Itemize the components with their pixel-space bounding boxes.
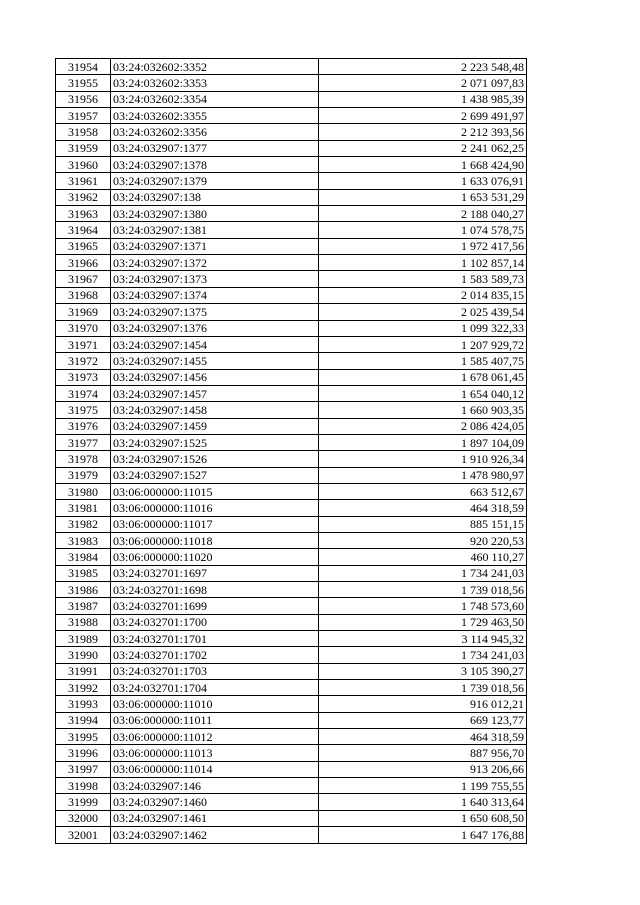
cadastral-number-cell: 03:24:032907:1526 (111, 451, 319, 467)
cadastral-value-cell: 2 241 062,25 (319, 140, 527, 156)
table-row (56, 532, 527, 548)
row-number-cell: 31985 (56, 565, 111, 581)
table-row (56, 385, 527, 401)
row-number-cell: 31987 (56, 598, 111, 614)
cadastral-value-cell: 1 734 241,03 (319, 647, 527, 663)
row-number-cell: 31999 (56, 794, 111, 810)
row-number-cell: 31988 (56, 614, 111, 630)
cadastral-number-cell: 03:06:000000:11015 (111, 483, 319, 499)
cadastral-number-cell: 03:06:000000:11010 (111, 696, 319, 712)
cadastral-value-cell: 464 318,59 (319, 500, 527, 516)
cadastral-value-cell: 2 223 548,48 (319, 59, 527, 75)
cadastral-number-cell: 03:24:032907:1525 (111, 434, 319, 450)
table-row (56, 124, 527, 140)
table-row (56, 59, 527, 75)
cadastral-number-cell: 03:24:032907:1527 (111, 467, 319, 483)
cadastral-value-cell: 1 647 176,88 (319, 827, 527, 843)
row-number-cell: 31989 (56, 631, 111, 647)
table-row (56, 402, 527, 418)
cadastral-value-cell: 885 151,15 (319, 516, 527, 532)
row-number-cell: 31958 (56, 124, 111, 140)
cadastral-number-cell: 03:24:032907:1461 (111, 810, 319, 826)
cadastral-number-cell: 03:06:000000:11011 (111, 712, 319, 728)
cadastral-value-cell: 916 012,21 (319, 696, 527, 712)
row-number-cell: 31961 (56, 173, 111, 189)
row-number-cell: 31966 (56, 255, 111, 271)
row-number-cell: 31979 (56, 467, 111, 483)
table-row (56, 75, 527, 91)
cadastral-value-cell: 460 110,27 (319, 549, 527, 565)
cadastral-value-cell: 1 897 104,09 (319, 434, 527, 450)
cadastral-number-cell: 03:24:032907:1460 (111, 794, 319, 810)
cadastral-value-cell: 1 748 573,60 (319, 598, 527, 614)
cadastral-value-cell: 3 114 945,32 (319, 631, 527, 647)
table-row (56, 761, 527, 777)
cadastral-number-cell: 03:06:000000:11014 (111, 761, 319, 777)
table-row (56, 255, 527, 271)
cadastral-value-cell: 1 972 417,56 (319, 238, 527, 254)
cadastral-value-cell: 1 739 018,56 (319, 582, 527, 598)
cadastral-number-cell: 03:24:032701:1698 (111, 582, 319, 598)
table-body (56, 59, 527, 844)
cadastral-value-cell: 3 105 390,27 (319, 663, 527, 679)
row-number-cell: 31971 (56, 336, 111, 352)
cadastral-value-cell: 1 640 313,64 (319, 794, 527, 810)
cadastral-number-cell: 03:24:032602:3352 (111, 59, 319, 75)
row-number-cell: 31975 (56, 402, 111, 418)
row-number-cell: 32001 (56, 827, 111, 843)
table-row (56, 614, 527, 630)
cadastral-number-cell: 03:24:032701:1701 (111, 631, 319, 647)
cadastral-value-table (55, 58, 527, 844)
cadastral-value-cell: 1 739 018,56 (319, 680, 527, 696)
cadastral-number-cell: 03:24:032907:1458 (111, 402, 319, 418)
table-row (56, 108, 527, 124)
row-number-cell: 31996 (56, 745, 111, 761)
cadastral-value-cell: 2 071 097,83 (319, 75, 527, 91)
cadastral-value-cell: 2 699 491,97 (319, 108, 527, 124)
cadastral-number-cell: 03:24:032701:1702 (111, 647, 319, 663)
cadastral-value-cell: 1 102 857,14 (319, 255, 527, 271)
row-number-cell: 31984 (56, 549, 111, 565)
cadastral-value-cell: 1 678 061,45 (319, 369, 527, 385)
table-row (56, 516, 527, 532)
table-row (56, 712, 527, 728)
cadastral-value-cell: 1 478 980,97 (319, 467, 527, 483)
cadastral-number-cell: 03:24:032907:1377 (111, 140, 319, 156)
table-row (56, 827, 527, 843)
cadastral-number-cell: 03:06:000000:11012 (111, 729, 319, 745)
table-row (56, 369, 527, 385)
table-row (56, 696, 527, 712)
row-number-cell: 31998 (56, 778, 111, 794)
cadastral-value-cell: 1 207 929,72 (319, 336, 527, 352)
row-number-cell: 31964 (56, 222, 111, 238)
cadastral-number-cell: 03:24:032907:1454 (111, 336, 319, 352)
table-row (56, 271, 527, 287)
row-number-cell: 31991 (56, 663, 111, 679)
table-row (56, 157, 527, 173)
row-number-cell: 31970 (56, 320, 111, 336)
cadastral-value-cell: 1 729 463,50 (319, 614, 527, 630)
cadastral-value-cell: 1 633 076,91 (319, 173, 527, 189)
cadastral-number-cell: 03:06:000000:11016 (111, 500, 319, 516)
table-row (56, 729, 527, 745)
cadastral-number-cell: 03:24:032907:1378 (111, 157, 319, 173)
row-number-cell: 31967 (56, 271, 111, 287)
table-row (56, 140, 527, 156)
cadastral-value-cell: 1 585 407,75 (319, 353, 527, 369)
cadastral-number-cell: 03:24:032907:1379 (111, 173, 319, 189)
table-row (56, 222, 527, 238)
cadastral-value-cell: 1 910 926,34 (319, 451, 527, 467)
cadastral-value-cell: 669 123,77 (319, 712, 527, 728)
table-row (56, 320, 527, 336)
table-row (56, 745, 527, 761)
table-row (56, 206, 527, 222)
cadastral-number-cell: 03:24:032602:3355 (111, 108, 319, 124)
row-number-cell: 31960 (56, 157, 111, 173)
cadastral-value-cell: 1 074 578,75 (319, 222, 527, 238)
cadastral-number-cell: 03:24:032701:1699 (111, 598, 319, 614)
cadastral-value-cell: 1 654 040,12 (319, 385, 527, 401)
row-number-cell: 32000 (56, 810, 111, 826)
row-number-cell: 31978 (56, 451, 111, 467)
row-number-cell: 31990 (56, 647, 111, 663)
table-row (56, 173, 527, 189)
table-row (56, 565, 527, 581)
table-row (56, 287, 527, 303)
cadastral-number-cell: 03:24:032907:1375 (111, 304, 319, 320)
table-row (56, 91, 527, 107)
cadastral-value-cell: 1 438 985,39 (319, 91, 527, 107)
cadastral-value-cell: 2 188 040,27 (319, 206, 527, 222)
cadastral-number-cell: 03:24:032907:1374 (111, 287, 319, 303)
cadastral-number-cell: 03:24:032907:1455 (111, 353, 319, 369)
cadastral-value-cell: 464 318,59 (319, 729, 527, 745)
cadastral-value-cell: 1 099 322,33 (319, 320, 527, 336)
table-row (56, 434, 527, 450)
cadastral-number-cell: 03:24:032907:1459 (111, 418, 319, 434)
table-row (56, 631, 527, 647)
cadastral-number-cell: 03:24:032907:1372 (111, 255, 319, 271)
row-number-cell: 31954 (56, 59, 111, 75)
cadastral-number-cell: 03:24:032701:1697 (111, 565, 319, 581)
row-number-cell: 31994 (56, 712, 111, 728)
cadastral-number-cell: 03:06:000000:11017 (111, 516, 319, 532)
cadastral-number-cell: 03:06:000000:11020 (111, 549, 319, 565)
row-number-cell: 31993 (56, 696, 111, 712)
cadastral-value-cell: 2 025 439,54 (319, 304, 527, 320)
cadastral-value-cell: 1 583 589,73 (319, 271, 527, 287)
row-number-cell: 31962 (56, 189, 111, 205)
cadastral-value-cell: 2 014 835,15 (319, 287, 527, 303)
table-row (56, 336, 527, 352)
cadastral-number-cell: 03:06:000000:11018 (111, 532, 319, 548)
row-number-cell: 31997 (56, 761, 111, 777)
row-number-cell: 31957 (56, 108, 111, 124)
row-number-cell: 31973 (56, 369, 111, 385)
table-row (56, 500, 527, 516)
table-row (56, 582, 527, 598)
row-number-cell: 31963 (56, 206, 111, 222)
cadastral-number-cell: 03:24:032907:1462 (111, 827, 319, 843)
cadastral-value-cell: 2 086 424,05 (319, 418, 527, 434)
cadastral-value-cell: 1 668 424,90 (319, 157, 527, 173)
row-number-cell: 31959 (56, 140, 111, 156)
table-row (56, 189, 527, 205)
row-number-cell: 31974 (56, 385, 111, 401)
table-row (56, 598, 527, 614)
table-row (56, 794, 527, 810)
row-number-cell: 31992 (56, 680, 111, 696)
table-row (56, 304, 527, 320)
row-number-cell: 31977 (56, 434, 111, 450)
row-number-cell: 31965 (56, 238, 111, 254)
cadastral-number-cell: 03:24:032701:1700 (111, 614, 319, 630)
table-row (56, 647, 527, 663)
row-number-cell: 31972 (56, 353, 111, 369)
cadastral-value-cell: 1 199 755,55 (319, 778, 527, 794)
cadastral-value-cell: 1 653 531,29 (319, 189, 527, 205)
table-row (56, 810, 527, 826)
table-row (56, 549, 527, 565)
table-row (56, 680, 527, 696)
row-number-cell: 31980 (56, 483, 111, 499)
cadastral-value-cell: 663 512,67 (319, 483, 527, 499)
cadastral-number-cell: 03:06:000000:11013 (111, 745, 319, 761)
cadastral-number-cell: 03:24:032907:1381 (111, 222, 319, 238)
cadastral-number-cell: 03:24:032602:3354 (111, 91, 319, 107)
table-row (56, 353, 527, 369)
cadastral-number-cell: 03:24:032907:1457 (111, 385, 319, 401)
cadastral-value-cell: 920 220,53 (319, 532, 527, 548)
row-number-cell: 31981 (56, 500, 111, 516)
cadastral-number-cell: 03:24:032701:1703 (111, 663, 319, 679)
table-row (56, 467, 527, 483)
cadastral-value-cell: 1 660 903,35 (319, 402, 527, 418)
cadastral-number-cell: 03:24:032602:3356 (111, 124, 319, 140)
cadastral-number-cell: 03:24:032907:1376 (111, 320, 319, 336)
cadastral-number-cell: 03:24:032701:1704 (111, 680, 319, 696)
cadastral-value-cell: 913 206,66 (319, 761, 527, 777)
row-number-cell: 31982 (56, 516, 111, 532)
row-number-cell: 31956 (56, 91, 111, 107)
cadastral-number-cell: 03:24:032907:1456 (111, 369, 319, 385)
cadastral-number-cell: 03:24:032907:1380 (111, 206, 319, 222)
row-number-cell: 31983 (56, 532, 111, 548)
table-row (56, 418, 527, 434)
cadastral-number-cell: 03:24:032907:1373 (111, 271, 319, 287)
row-number-cell: 31986 (56, 582, 111, 598)
cadastral-value-cell: 1 734 241,03 (319, 565, 527, 581)
cadastral-number-cell: 03:24:032602:3353 (111, 75, 319, 91)
row-number-cell: 31968 (56, 287, 111, 303)
table-row (56, 483, 527, 499)
cadastral-number-cell: 03:24:032907:146 (111, 778, 319, 794)
table-row (56, 238, 527, 254)
table-row (56, 663, 527, 679)
cadastral-value-cell: 2 212 393,56 (319, 124, 527, 140)
cadastral-number-cell: 03:24:032907:138 (111, 189, 319, 205)
row-number-cell: 31969 (56, 304, 111, 320)
cadastral-value-cell: 1 650 608,50 (319, 810, 527, 826)
table-row (56, 451, 527, 467)
row-number-cell: 31976 (56, 418, 111, 434)
table-row (56, 778, 527, 794)
cadastral-value-cell: 887 956,70 (319, 745, 527, 761)
cadastral-number-cell: 03:24:032907:1371 (111, 238, 319, 254)
row-number-cell: 31955 (56, 75, 111, 91)
row-number-cell: 31995 (56, 729, 111, 745)
